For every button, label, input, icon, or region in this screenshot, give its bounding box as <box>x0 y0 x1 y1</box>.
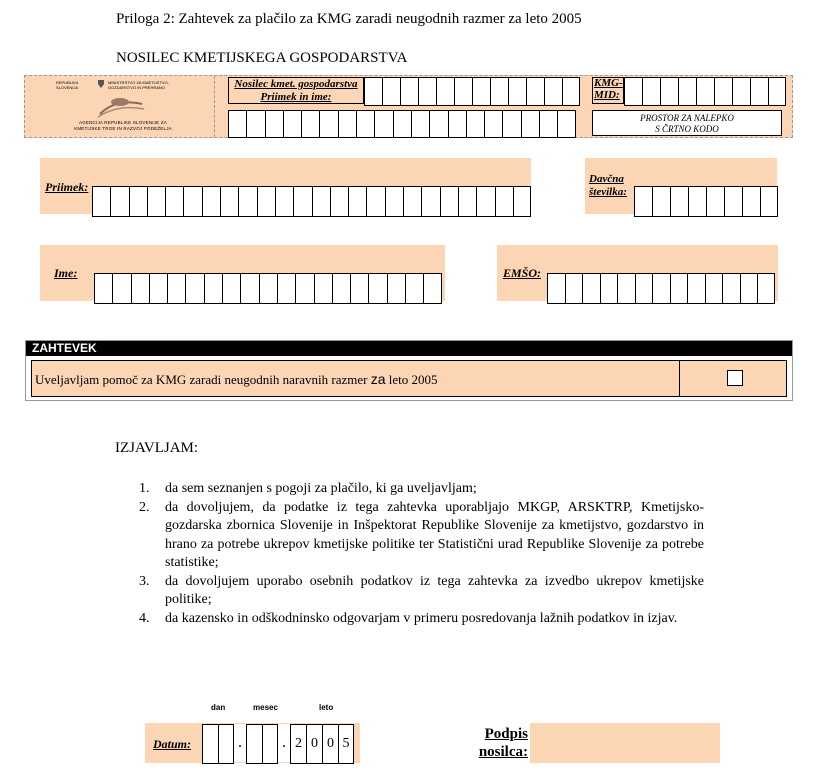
year-boxes[interactable] <box>290 724 354 764</box>
char-box[interactable] <box>338 111 356 137</box>
agency-text <box>64 120 182 132</box>
tax-number-boxes[interactable] <box>634 186 778 217</box>
char-box[interactable] <box>185 274 203 303</box>
char-box[interactable] <box>642 78 660 105</box>
char-box[interactable] <box>368 274 386 303</box>
char-box[interactable] <box>165 187 183 216</box>
name-label: Ime: <box>54 266 78 280</box>
request-header: ZAHTEVEK <box>26 341 792 356</box>
date-dot: . <box>278 724 290 762</box>
char-box[interactable] <box>706 187 724 216</box>
char-box[interactable] <box>332 274 350 303</box>
item-text: da sem seznanjen s pogoji za plačilo, ki ga uveljavljam; <box>165 481 477 496</box>
header-divider <box>214 76 215 137</box>
request-checkbox[interactable] <box>727 370 743 386</box>
kmg-label-frame <box>592 77 624 104</box>
char-box[interactable] <box>476 187 494 216</box>
agency-line: KMETIJSKE TRGE IN RAZVOJ PODEŽELJA <box>74 126 172 131</box>
year-digit: 0 <box>322 725 338 763</box>
emso-boxes[interactable] <box>547 273 775 304</box>
declaration-item <box>115 480 704 499</box>
holder-label-line: Priimek in ime: <box>260 91 332 103</box>
char-box[interactable] <box>544 78 562 105</box>
month-boxes[interactable] <box>246 724 278 764</box>
char-box[interactable] <box>670 274 688 303</box>
item-text: da kazensko in odškodninsko odgovarjam v primeru posredovanja lažnih podatkov in izjav. <box>165 610 678 626</box>
char-box[interactable] <box>724 187 742 216</box>
signature-label-line: nosilca: <box>478 744 528 760</box>
char-box[interactable] <box>350 274 368 303</box>
char-box[interactable] <box>687 274 705 303</box>
char-box[interactable] <box>547 274 565 303</box>
char-box[interactable] <box>222 274 240 303</box>
request-text-part: leto 2005 <box>385 372 438 387</box>
char-box[interactable] <box>293 187 311 216</box>
month-caption: mesec <box>253 703 278 712</box>
char-box[interactable] <box>740 274 758 303</box>
republic-line: REPUBLIKA <box>56 80 79 85</box>
day-boxes[interactable] <box>202 724 234 764</box>
agency-line: AGENCIJA REPUBLIKE SLOVENIJE ZA <box>79 120 167 125</box>
item-number: 2. <box>139 499 150 515</box>
char-box[interactable] <box>259 274 277 303</box>
char-box[interactable] <box>557 111 575 137</box>
char-box[interactable] <box>202 725 218 763</box>
char-box[interactable] <box>387 274 405 303</box>
year-caption: leto <box>319 703 334 712</box>
ministry-line: GOZDARSTVO IN PREHRANO <box>108 85 165 90</box>
char-box[interactable] <box>436 78 454 105</box>
char-box[interactable] <box>652 274 670 303</box>
char-box[interactable] <box>149 274 167 303</box>
char-box[interactable] <box>466 111 484 137</box>
char-box[interactable] <box>472 78 490 105</box>
char-box[interactable] <box>385 187 403 216</box>
char-box[interactable] <box>275 187 293 216</box>
holder-name-boxes-row2[interactable] <box>228 110 576 138</box>
declaration-item <box>115 499 704 573</box>
date-label: Datum: <box>153 737 192 751</box>
char-box[interactable] <box>429 111 447 137</box>
char-box[interactable] <box>382 78 400 105</box>
char-box[interactable] <box>277 274 295 303</box>
char-box[interactable] <box>374 111 392 137</box>
char-box[interactable] <box>403 187 421 216</box>
char-box[interactable] <box>240 274 258 303</box>
char-box[interactable] <box>167 274 185 303</box>
tax-number-label <box>589 173 627 199</box>
char-box[interactable] <box>246 111 264 137</box>
char-box[interactable] <box>732 78 750 105</box>
char-box[interactable] <box>448 111 466 137</box>
char-box[interactable] <box>495 187 513 216</box>
coat-of-arms-icon <box>98 80 104 88</box>
char-box[interactable] <box>526 78 544 105</box>
char-box[interactable] <box>183 187 201 216</box>
char-box[interactable] <box>757 274 775 303</box>
char-box[interactable] <box>750 78 768 105</box>
holder-label-line: Nosilec kmet. gospodarstva <box>234 78 358 90</box>
ministry-line: MINISTRSTVO ZA KMETIJSTVO, <box>108 80 169 85</box>
emso-label: EMŠO: <box>503 266 542 280</box>
kmg-label-line: KMG- <box>594 77 623 89</box>
char-box[interactable] <box>490 78 508 105</box>
char-box[interactable] <box>204 274 222 303</box>
char-box[interactable] <box>129 187 147 216</box>
char-box[interactable] <box>502 111 520 137</box>
day-caption: dan <box>211 703 226 712</box>
char-box[interactable] <box>112 274 130 303</box>
char-box[interactable] <box>418 78 436 105</box>
char-box[interactable] <box>521 111 539 137</box>
char-box[interactable] <box>624 78 642 105</box>
char-box[interactable] <box>356 111 374 137</box>
char-box[interactable] <box>400 78 418 105</box>
char-box[interactable] <box>454 78 472 105</box>
char-box[interactable] <box>283 111 301 137</box>
char-box[interactable] <box>484 111 502 137</box>
char-box[interactable] <box>760 187 778 216</box>
char-box[interactable] <box>262 725 278 763</box>
char-box[interactable] <box>228 111 246 137</box>
char-box[interactable] <box>423 274 441 303</box>
char-box[interactable] <box>670 187 688 216</box>
char-box[interactable] <box>634 187 652 216</box>
document-heading: Priloga 2: Zahtevek za plačilo za KMG zaradi neugodnih razmer za leto 2005 <box>116 11 582 27</box>
char-box[interactable] <box>218 725 234 763</box>
char-box[interactable] <box>348 187 366 216</box>
barcode-line: S ČRTNO KODO <box>655 124 719 134</box>
char-box[interactable] <box>364 78 382 105</box>
char-box[interactable] <box>312 187 330 216</box>
barcode-sticker-area <box>592 110 782 136</box>
agency-logo <box>30 78 210 134</box>
char-box[interactable] <box>600 274 618 303</box>
char-box[interactable] <box>539 111 557 137</box>
signature-label-line: Podpis <box>484 726 528 742</box>
char-box[interactable] <box>421 187 439 216</box>
char-box[interactable] <box>562 78 580 105</box>
tax-label-line: številka: <box>589 186 627 198</box>
char-box[interactable] <box>705 274 723 303</box>
item-number: 3. <box>139 573 150 589</box>
declaration-item <box>115 573 704 610</box>
tax-label-line: Davčna <box>589 173 624 185</box>
char-box[interactable] <box>314 274 332 303</box>
landscape-logo-icon <box>96 94 146 118</box>
char-box[interactable] <box>147 187 165 216</box>
char-box[interactable] <box>660 78 678 105</box>
char-box[interactable] <box>722 274 740 303</box>
char-box[interactable] <box>265 111 283 137</box>
char-box[interactable] <box>513 187 531 216</box>
date-dot: . <box>234 724 246 762</box>
kmg-label-line: MID: <box>594 89 620 101</box>
char-box[interactable] <box>768 78 786 105</box>
char-box[interactable] <box>688 187 706 216</box>
republic-line: SLOVENIJA <box>56 85 79 90</box>
item-text: da dovoljujem uporabo osebnih podatkov iz tega zahtevka za izvedbo ukrepov kmetijske politike; <box>165 573 704 607</box>
item-number: 1. <box>139 481 150 496</box>
declaration-item <box>115 610 704 629</box>
char-box[interactable] <box>257 187 275 216</box>
char-box[interactable] <box>246 725 262 763</box>
declaration-title: IZJAVLJAM: <box>115 440 199 456</box>
signature-label <box>474 725 528 761</box>
item-text: da dovoljujem, da podatke iz tega zahtevka uporabljajo MKGP, ARSKTRP, Kmetijsko-gozdarska zbornica Slovenije in Inšpektorat Republike Slovenije za kmetijstvo, gozdarstvo in hrano za potrebe ukrepov kmetijske politike ter Statistični urad Republike Slovenije za potrebe statistike; <box>165 499 704 570</box>
request-text-za: za <box>370 371 386 387</box>
char-box[interactable] <box>393 111 411 137</box>
char-box[interactable] <box>220 187 238 216</box>
char-box[interactable] <box>405 274 423 303</box>
request-row-divider <box>679 360 680 397</box>
char-box[interactable] <box>714 78 732 105</box>
item-number: 4. <box>139 610 150 626</box>
char-box[interactable] <box>301 111 319 137</box>
char-box[interactable] <box>411 111 429 137</box>
char-box[interactable] <box>508 78 526 105</box>
barcode-line: PROSTOR ZA NALEPKO <box>640 113 734 123</box>
surname-boxes[interactable] <box>92 186 531 217</box>
section-title: NOSILEC KMETIJSKEGA GOSPODARSTVA <box>116 50 408 66</box>
char-box[interactable] <box>635 274 653 303</box>
char-box[interactable] <box>110 187 128 216</box>
char-box[interactable] <box>696 78 714 105</box>
char-box[interactable] <box>678 78 696 105</box>
char-box[interactable] <box>319 111 337 137</box>
char-box[interactable] <box>94 274 112 303</box>
char-box[interactable] <box>202 187 220 216</box>
year-digit: 0 <box>306 725 322 763</box>
holder-label-frame <box>228 77 364 104</box>
char-box[interactable] <box>440 187 458 216</box>
signature-field[interactable] <box>530 723 720 763</box>
request-text <box>35 371 438 388</box>
name-boxes[interactable] <box>94 273 442 304</box>
kmg-mid-boxes[interactable] <box>624 77 786 106</box>
year-digit: 5 <box>338 725 354 763</box>
char-box[interactable] <box>565 274 583 303</box>
request-text-part: Uveljavljam pomoč za KMG zaradi neugodnih naravnih razmer <box>35 372 371 387</box>
declaration-list <box>115 480 704 628</box>
char-box[interactable] <box>238 187 256 216</box>
holder-name-boxes-row1[interactable] <box>364 77 580 106</box>
char-box[interactable] <box>458 187 476 216</box>
republic-text <box>56 80 78 90</box>
char-box[interactable] <box>582 274 600 303</box>
surname-label: Priimek: <box>45 180 89 194</box>
char-box[interactable] <box>652 187 670 216</box>
char-box[interactable] <box>295 274 313 303</box>
char-box[interactable] <box>366 187 384 216</box>
char-box[interactable] <box>330 187 348 216</box>
char-box[interactable] <box>131 274 149 303</box>
ministry-text <box>108 80 169 90</box>
char-box[interactable] <box>92 187 110 216</box>
char-box[interactable] <box>742 187 760 216</box>
year-digit: 2 <box>290 725 306 763</box>
char-box[interactable] <box>617 274 635 303</box>
